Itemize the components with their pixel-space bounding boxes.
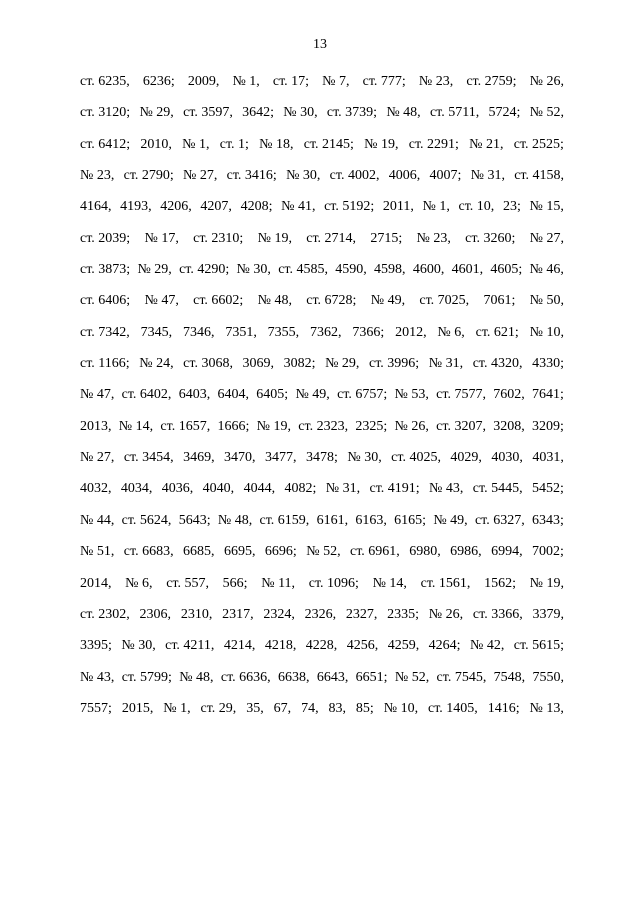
word: 3469, <box>183 450 215 466</box>
word: № 23, <box>416 230 451 246</box>
word: 7346, <box>182 324 215 340</box>
word: 6403, <box>178 387 211 403</box>
word: № 6, <box>437 324 465 340</box>
word: ст. 3366, <box>472 606 523 622</box>
word: № 48, <box>257 293 292 309</box>
word: 4032, <box>80 481 112 497</box>
word: 2013, <box>80 418 112 434</box>
word: 3082; <box>283 356 316 372</box>
word: ст. 2790; <box>123 168 174 184</box>
word: ст. 29, <box>200 700 237 716</box>
word: ст. 2145; <box>303 136 354 152</box>
word: 6404, <box>217 387 249 403</box>
word: 4264; <box>428 638 461 654</box>
word: 3642; <box>242 105 274 121</box>
word: ст. 6412; <box>80 136 131 152</box>
word: № 27, <box>529 230 564 246</box>
word: 3069, <box>242 356 275 372</box>
word: ст. 17; <box>272 74 310 89</box>
word: ст. 3873; <box>80 262 131 278</box>
word: 2324, <box>263 606 295 622</box>
word: № 27, <box>183 168 218 184</box>
word: № 1, <box>232 74 260 89</box>
word: 7362, <box>310 324 342 340</box>
word: 4218, <box>264 638 297 654</box>
text-line <box>80 442 564 473</box>
word: 7355, <box>267 324 300 340</box>
word: № 48, <box>179 669 214 685</box>
word: ст. 6757; <box>337 387 388 403</box>
word: 6161, <box>316 512 349 528</box>
word: 2011, <box>382 199 414 215</box>
word: № 30, <box>283 105 318 121</box>
word: 4259, <box>387 638 420 654</box>
word: 2015, <box>121 700 154 716</box>
word: 6994, <box>491 544 523 560</box>
word: 6696; <box>264 544 297 560</box>
word: 5724; <box>488 105 521 121</box>
word: ст. 7577, <box>436 387 486 403</box>
word: ст. 6728; <box>306 293 357 309</box>
word: 6405; <box>256 387 289 403</box>
word: 3478; <box>305 450 338 466</box>
word: 4044, <box>243 481 276 497</box>
word: № 27, <box>80 450 115 466</box>
word: ст. 2714, <box>306 230 357 246</box>
text-line <box>80 317 564 348</box>
word: 6685, <box>183 544 215 560</box>
word: № 30, <box>286 168 321 184</box>
word: ст. 1166; <box>80 356 130 372</box>
word: ст. 4191; <box>369 481 420 497</box>
word: ст. 2323, <box>298 418 349 434</box>
word: № 29, <box>139 105 174 121</box>
word: 83, <box>328 700 346 716</box>
word: 5452; <box>531 481 564 497</box>
word: № 31, <box>325 481 361 497</box>
word: № 19, <box>364 136 399 152</box>
word: 4193, <box>120 199 152 215</box>
word: № 26, <box>394 418 429 434</box>
word: № 30, <box>236 262 271 278</box>
word: 3477, <box>265 450 297 466</box>
word: № 53, <box>394 387 429 403</box>
text-line <box>80 191 564 222</box>
word: № 41, <box>281 199 316 215</box>
word: № 48, <box>386 105 421 121</box>
page-number: 13 <box>313 37 327 52</box>
word: ст. 10, <box>458 199 495 215</box>
word: № 47, <box>144 293 179 309</box>
word: ст. 4211, <box>165 638 215 654</box>
word: 7602, <box>493 387 525 403</box>
text-line <box>80 223 564 254</box>
word: ст. 5799; <box>121 669 172 685</box>
word: ст. 5445, <box>472 481 523 497</box>
word: 7351, <box>225 324 257 340</box>
word: 4082; <box>284 481 317 497</box>
word: № 26, <box>428 606 464 622</box>
word: ст. 3120; <box>80 105 131 121</box>
word: ст. 2291; <box>408 136 459 152</box>
word: 3379, <box>532 606 564 622</box>
word: ст. 621; <box>475 324 519 340</box>
word: № 47, <box>80 387 115 403</box>
word: № 13, <box>529 700 564 716</box>
word: ст. 5192; <box>324 199 375 215</box>
word: 3208, <box>493 418 525 434</box>
word: ст. 3739; <box>326 105 378 121</box>
word: № 18, <box>259 136 294 152</box>
text-line <box>80 536 564 567</box>
word: 4164, <box>80 199 112 215</box>
text-line <box>80 97 564 128</box>
word: 6165; <box>394 512 427 528</box>
word: 4029, <box>450 450 482 466</box>
text-line <box>80 254 564 285</box>
word: 2014, <box>80 575 112 591</box>
word: № 14, <box>118 418 154 434</box>
word: 6980, <box>409 544 441 560</box>
text-line <box>80 505 564 536</box>
word: № 49, <box>295 387 330 403</box>
word: ст. 1096; <box>308 575 359 591</box>
word: № 51, <box>80 544 115 560</box>
word: ст. 3068, <box>183 356 233 372</box>
word: ст. 5711, <box>429 105 480 121</box>
word: ст. 4158, <box>514 168 564 184</box>
text-line <box>80 285 564 316</box>
word: ст. 2039; <box>80 230 131 246</box>
word: № 42, <box>469 638 505 654</box>
word: ст. 2310; <box>193 230 244 246</box>
word: 2317, <box>222 606 254 622</box>
word: 4034, <box>120 481 153 497</box>
word: № 52, <box>306 544 341 560</box>
word: 74, <box>301 700 319 716</box>
word: 4601, <box>451 262 484 278</box>
word: 2306, <box>139 606 172 622</box>
word: 3470, <box>224 450 256 466</box>
word: ст. 6235, <box>80 74 130 89</box>
word: № 24, <box>139 356 174 372</box>
word: № 10, <box>529 324 564 340</box>
word: ст. 2302, <box>80 606 130 622</box>
word: № 17, <box>144 230 179 246</box>
word: № 23, <box>418 74 454 89</box>
word: 4605; <box>490 262 523 278</box>
word: № 11, <box>261 575 296 591</box>
word: 23; <box>502 199 521 215</box>
word: 2335; <box>387 606 420 622</box>
word: 2009, <box>187 74 220 89</box>
word: № 49, <box>370 293 406 309</box>
word: № 50, <box>529 293 564 309</box>
word: ст. 4002, <box>329 168 380 184</box>
word: 6695, <box>223 544 256 560</box>
word: ст. 7342, <box>80 324 130 340</box>
word: ст. 4025, <box>391 450 441 466</box>
word: 4030, <box>491 450 523 466</box>
word: ст. 1; <box>219 136 249 152</box>
word: № 19, <box>257 230 292 246</box>
word: 4590, <box>335 262 367 278</box>
word: 4006, <box>388 168 421 184</box>
word: № 6, <box>125 575 153 591</box>
word: 4208; <box>240 199 273 215</box>
word: ст. 1657, <box>160 418 211 434</box>
word: № 30, <box>121 638 156 654</box>
word: 4228, <box>305 638 338 654</box>
word: ст. 4320, <box>472 356 523 372</box>
word: 7061; <box>483 293 516 309</box>
word: 4207, <box>200 199 232 215</box>
word: 4214, <box>223 638 256 654</box>
word: 2326, <box>304 606 337 622</box>
word: № 30, <box>347 450 382 466</box>
text-line <box>80 630 564 661</box>
word: ст. 3260; <box>465 230 516 246</box>
word: 2715; <box>370 230 403 246</box>
word: ст. 5615; <box>513 638 564 654</box>
text-line <box>80 473 564 504</box>
word: № 52, <box>529 105 564 121</box>
word: 85; <box>355 700 374 716</box>
word: № 31, <box>428 356 464 372</box>
word: 4598, <box>374 262 406 278</box>
word: 3395; <box>80 638 112 654</box>
word: 1562; <box>484 575 516 591</box>
body-text <box>80 66 564 724</box>
word: № 49, <box>433 512 468 528</box>
word: ст. 6683, <box>123 544 174 560</box>
word: ст. 3996; <box>369 356 420 372</box>
word: ст. 1561, <box>420 575 471 591</box>
word: 3209; <box>532 418 564 434</box>
word: № 46, <box>529 262 564 278</box>
word: № 14, <box>372 575 407 591</box>
word: № 43, <box>429 481 464 497</box>
word: № 7, <box>322 74 350 89</box>
word: 6236; <box>142 74 175 89</box>
word: 6986, <box>450 544 482 560</box>
word: № 10, <box>383 700 419 716</box>
word: ст. 3454, <box>123 450 174 466</box>
text-line <box>80 129 564 160</box>
word: № 31, <box>470 168 505 184</box>
word: 1416; <box>487 700 520 716</box>
word: 7550, <box>532 669 564 685</box>
word: ст. 6636, <box>220 669 271 685</box>
word: 2310, <box>180 606 213 622</box>
text-line <box>80 599 564 630</box>
word: 67, <box>273 700 292 716</box>
text-line <box>80 348 564 379</box>
text-line <box>80 411 564 442</box>
word: № 1, <box>422 199 450 215</box>
word: № 19, <box>529 575 564 591</box>
word: ст. 4290; <box>179 262 230 278</box>
word: ст. 2525; <box>513 136 564 152</box>
word: 4206, <box>160 199 192 215</box>
word: ст. 5624, <box>121 512 172 528</box>
word: ст. 6327, <box>474 512 525 528</box>
text-line <box>80 379 564 410</box>
word: ст. 6406; <box>80 293 131 309</box>
word: 4031, <box>532 450 564 466</box>
word: № 15, <box>529 199 564 215</box>
word: 7641; <box>532 387 564 403</box>
word: ст. 2759; <box>466 74 517 89</box>
word: 4040, <box>202 481 235 497</box>
word: 6643, <box>316 669 349 685</box>
word: 6343; <box>532 512 564 528</box>
word: № 29, <box>137 262 172 278</box>
word: 4256, <box>346 638 379 654</box>
word: ст. 6961, <box>350 544 400 560</box>
word: 4600, <box>412 262 445 278</box>
word: № 19, <box>256 418 292 434</box>
word: ст. 7025, <box>419 293 470 309</box>
word: 7548, <box>493 669 526 685</box>
word: 7366; <box>352 324 385 340</box>
word: № 26, <box>529 74 564 89</box>
word: № 23, <box>80 168 115 184</box>
text-line <box>80 66 564 97</box>
word: 1666; <box>217 418 250 434</box>
word: 2010, <box>140 136 172 152</box>
word: № 21, <box>469 136 504 152</box>
word: ст. 3207, <box>436 418 486 434</box>
word: ст. 3416; <box>226 168 277 184</box>
word: № 29, <box>325 356 360 372</box>
word: 2012, <box>395 324 427 340</box>
text-line <box>80 568 564 599</box>
word: № 43, <box>80 669 115 685</box>
word: ст. 6159, <box>259 512 310 528</box>
word: 35, <box>246 700 264 716</box>
text-line <box>80 662 564 693</box>
word: ст. 557, <box>166 575 209 591</box>
word: 5643; <box>178 512 211 528</box>
word: № 44, <box>80 512 115 528</box>
word: 2325; <box>355 418 388 434</box>
word: ст. 777; <box>362 74 406 89</box>
word: 6163, <box>355 512 387 528</box>
word: 2327, <box>345 606 378 622</box>
word: 7557; <box>80 700 112 716</box>
word: ст. 6402, <box>121 387 172 403</box>
word: 7002; <box>532 544 564 560</box>
word: № 1, <box>182 136 210 152</box>
word: 7345, <box>140 324 173 340</box>
word: 4036, <box>161 481 194 497</box>
word: № 52, <box>394 669 430 685</box>
word: ст. 6602; <box>193 293 244 309</box>
text-line <box>80 160 564 191</box>
word: ст. 7545, <box>436 669 487 685</box>
word: ст. 3597, <box>183 105 233 121</box>
word: ст. 4585, <box>278 262 328 278</box>
word: 6651; <box>355 669 388 685</box>
word: 6638, <box>277 669 310 685</box>
word: № 1, <box>163 700 191 716</box>
word: ст. 1405, <box>428 700 478 716</box>
word: 4007; <box>429 168 462 184</box>
word: № 48, <box>217 512 253 528</box>
word: 4330; <box>532 356 564 372</box>
word: 566; <box>222 575 248 591</box>
text-line <box>80 693 564 724</box>
